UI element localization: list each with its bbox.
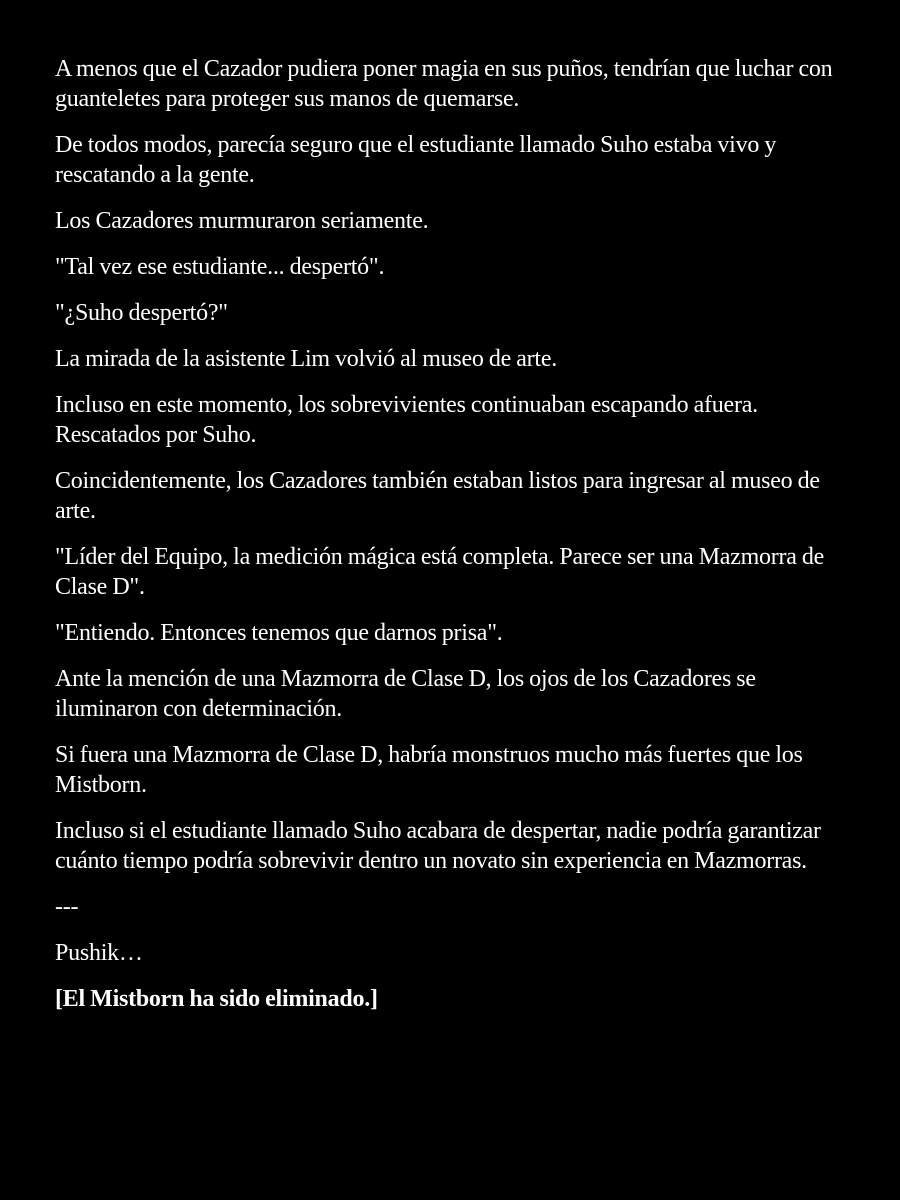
paragraph: Coincidentemente, los Cazadores también estaban listos para ingresar al museo de arte. bbox=[55, 468, 820, 524]
paragraph: Incluso si el estudiante llamado Suho acabara de despertar, nadie podría garantizar cuánto tiempo podría sobrevivir dentro un novato sin experiencia en Mazmorras. bbox=[55, 818, 821, 874]
paragraph: Los Cazadores murmuraron seriamente. bbox=[55, 208, 429, 234]
dialogue-line: "Entiendo. Entonces tenemos que darnos prisa". bbox=[55, 620, 503, 646]
sound-effect: Pushik… bbox=[55, 940, 143, 966]
paragraph: Si fuera una Mazmorra de Clase D, habría monstruos mucho más fuertes que los Mistborn. bbox=[55, 742, 803, 798]
paragraph: Incluso en este momento, los sobrevivientes continuaban escapando afuera. Rescatados por Suho. bbox=[55, 392, 758, 448]
paragraph: Ante la mención de una Mazmorra de Clase D, los ojos de los Cazadores se iluminaron con determinación. bbox=[55, 666, 756, 722]
paragraph: A menos que el Cazador pudiera poner magia en sus puños, tendrían que luchar con guanteletes para proteger sus manos de quemarse. bbox=[55, 56, 833, 112]
dialogue-line: "Líder del Equipo, la medición mágica está completa. Parece ser una Mazmorra de Clase D". bbox=[55, 544, 825, 600]
dialogue-line: "Tal vez ese estudiante... despertó". bbox=[55, 254, 385, 280]
paragraph: De todos modos, parecía seguro que el estudiante llamado Suho estaba vivo y rescatando a la gente. bbox=[55, 132, 777, 188]
scene-divider: --- bbox=[55, 894, 79, 920]
paragraph: La mirada de la asistente Lim volvió al museo de arte. bbox=[55, 346, 557, 372]
dialogue-line: "¿Suho despertó?" bbox=[55, 300, 228, 326]
system-message: [El Mistborn ha sido eliminado.] bbox=[55, 986, 378, 1012]
